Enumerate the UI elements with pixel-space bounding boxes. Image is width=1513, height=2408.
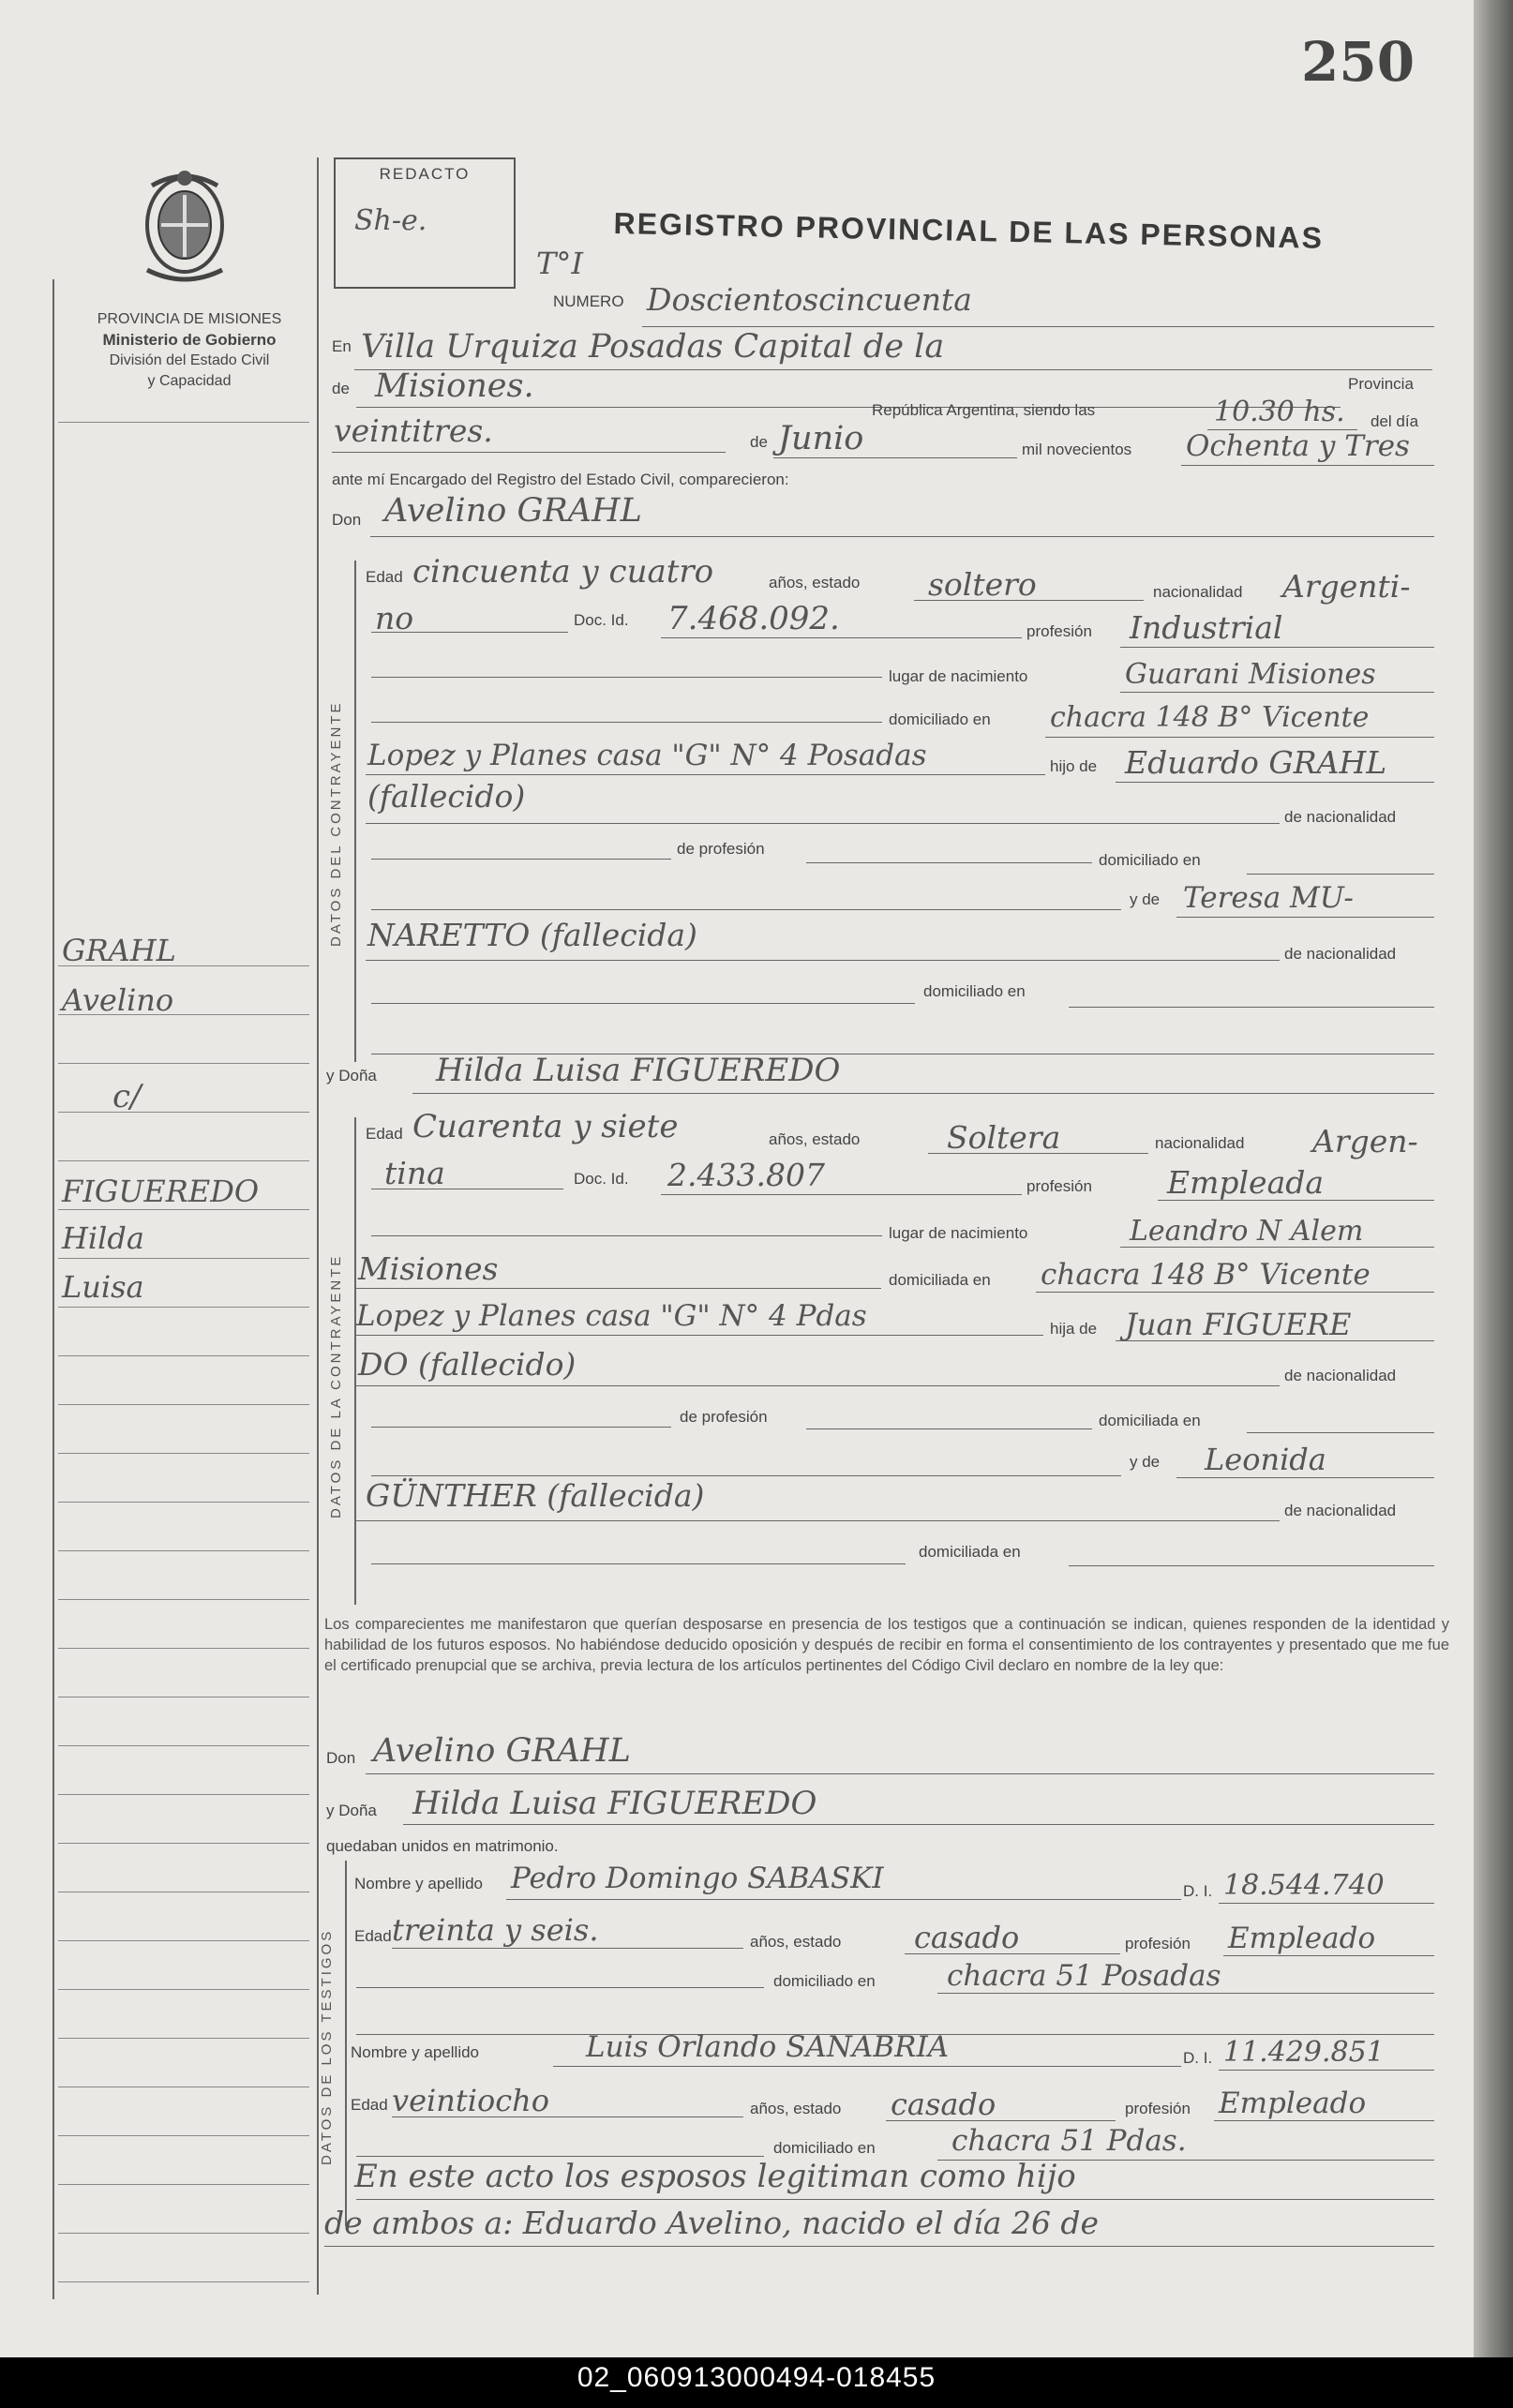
- w2-dom-value: chacra 51 Pdas.: [951, 2124, 1187, 2158]
- w1-profesion-value: Empleado: [1228, 1922, 1376, 1955]
- c-profesion-value: Industrial: [1130, 609, 1283, 646]
- margin-note-name: Avelino: [62, 982, 174, 1018]
- redacto-stamp: [334, 157, 516, 289]
- testigos-side-label: DATOS DE LOS TESTIGOS: [319, 1928, 335, 2165]
- w2-di-label: D. I.: [1183, 2049, 1213, 2067]
- f-lugar-value: Leandro N Alem: [1130, 1215, 1364, 1248]
- stamp-title: REDACTO: [379, 165, 471, 183]
- c-hijo-label: hijo de: [1050, 757, 1098, 775]
- f-nac-value: Argen-: [1312, 1123, 1418, 1159]
- contrayenta-side-label: DATOS DE LA CONTRAYENTE: [328, 1253, 344, 1518]
- margin-note-bride-middle: Luisa: [62, 1269, 144, 1305]
- f-nac-value2: tina: [384, 1155, 445, 1191]
- month-value: Junio: [778, 420, 864, 457]
- f-profesion-label: profesión: [1026, 1177, 1092, 1195]
- stamp-initials: Sh-e.: [354, 204, 427, 237]
- f-madre-nac-label: de nacionalidad: [1284, 1502, 1397, 1519]
- contrayenta-box-border: [354, 1117, 356, 1605]
- f-anos-label: años, estado: [769, 1130, 861, 1148]
- c-madre-label: y de: [1130, 890, 1161, 908]
- numero-value: Doscientoscincuenta: [647, 281, 972, 318]
- c-anos-label: años, estado: [769, 574, 861, 591]
- w2-di-value: 11.429.851: [1223, 2036, 1385, 2069]
- year-value: Ochenta y Tres: [1186, 429, 1410, 463]
- f-profesion-value: Empleada: [1167, 1164, 1325, 1201]
- w2-edad-label: Edad: [351, 2096, 388, 2114]
- f-edad-value: Cuarenta y siete: [412, 1108, 679, 1145]
- c-padre-prof-label: de profesión: [677, 840, 765, 858]
- closing-note-line2: de ambos a: Eduardo Avelino, nacido el día 26 de: [324, 2205, 1100, 2241]
- c-lugar-label: lugar de nacimiento: [889, 667, 1028, 685]
- provincia-label: Provincia: [1348, 375, 1414, 393]
- f-nac-label: nacionalidad: [1155, 1134, 1245, 1152]
- w1-estado-value: casado: [914, 1920, 1020, 1955]
- f-hija-label: hija de: [1050, 1320, 1098, 1338]
- c-doc-value: 7.468.092.: [667, 600, 840, 637]
- ministry-capacity: y Capacidad: [147, 373, 232, 389]
- w1-dom-value: chacra 51 Posadas: [947, 1959, 1221, 1993]
- year-label: mil novecientos: [1022, 441, 1132, 458]
- f-padre-prof-label: de profesión: [680, 1408, 768, 1426]
- f-estado-value: Soltera: [947, 1119, 1061, 1156]
- w2-profesion-value: Empleado: [1219, 2086, 1367, 2120]
- union-dona-label: y Doña: [326, 1802, 377, 1819]
- c-padre-dom-label: domiciliado en: [1099, 851, 1201, 869]
- ante-text: ante mí Encargado del Registro del Estado Civil, comparecieron:: [332, 471, 789, 488]
- ministry-name: Ministerio de Gobierno: [102, 331, 277, 349]
- w1-nombre-label: Nombre y apellido: [354, 1875, 484, 1892]
- testigos-box-border: [345, 1861, 347, 2226]
- c-madre-value: Teresa MU-: [1183, 881, 1354, 915]
- declaration-paragraph: Los comparecientes me manifestaron que querían desposarse en presencia de los testigos que a continuación se indican, quienes responden de la identidad y habilidad de los futuros esposos. No habiéndose deducido oposición y después de recibir en forma el consentimiento de los contrayentes y presentado que me fue el certificado prenupcial que se archiva, previa lectura de los artículos pertinentes del Código Civil declaro en nombre de la ley que:: [324, 1616, 1449, 1674]
- w1-di-label: D. I.: [1183, 1882, 1213, 1900]
- w1-nombre-value: Pedro Domingo SABASKI: [511, 1862, 884, 1895]
- c-padre-value: Eduardo GRAHL: [1125, 744, 1387, 781]
- c-nac-label: nacionalidad: [1153, 583, 1243, 601]
- w2-nombre-label: Nombre y apellido: [351, 2043, 480, 2061]
- c-domicilio-value2: Lopez y Planes casa "G" N° 4 Posadas: [367, 739, 927, 772]
- margin-note-bride-name: Hilda: [62, 1220, 144, 1256]
- union-don-label: Don: [326, 1749, 356, 1767]
- f-padre-value2: DO (fallecido): [358, 1346, 577, 1383]
- day-value: veintitres.: [334, 412, 493, 449]
- en-label: En: [332, 337, 352, 355]
- f-madre-value2: GÜNTHER (fallecida): [366, 1477, 705, 1514]
- w1-profesion-label: profesión: [1125, 1935, 1191, 1952]
- union-don-value: Avelino GRAHL: [373, 1732, 631, 1770]
- f-madre-label: y de: [1130, 1453, 1161, 1471]
- time-value: 10.30 hs.: [1214, 396, 1345, 428]
- w2-estado-value: casado: [891, 2086, 996, 2122]
- republica-label: República Argentina, siendo las: [872, 401, 1096, 419]
- w1-edad-label: Edad: [354, 1927, 392, 1945]
- f-doc-value: 2.433.807: [667, 1157, 825, 1193]
- union-dona-value: Hilda Luisa FIGUEREDO: [412, 1785, 817, 1822]
- c-lugar-value: Guarani Misiones: [1125, 658, 1376, 691]
- ministry-province: PROVINCIA DE MISIONES: [97, 311, 282, 327]
- f-lugar-label: lugar de nacimiento: [889, 1224, 1028, 1242]
- c-domicilio-label: domiciliado en: [889, 710, 991, 728]
- de-label: de: [332, 380, 350, 397]
- f-domicilio-value2: Lopez y Planes casa "G" N° 4 Pdas: [356, 1299, 867, 1333]
- c-edad-value: cincuenta y cuatro: [412, 553, 714, 591]
- c-padre-status: (fallecido): [367, 778, 526, 815]
- don-value: Avelino GRAHL: [384, 492, 642, 530]
- page-number: 250: [1301, 30, 1416, 94]
- c-madre-nac-label: de nacionalidad: [1284, 945, 1397, 963]
- margin-note-with: c/: [112, 1078, 142, 1115]
- w1-dom-label: domiciliado en: [773, 1972, 876, 1990]
- w1-edad-value: treinta y seis.: [392, 1912, 599, 1948]
- c-madre-dom-label: domiciliado en: [923, 982, 1026, 1000]
- f-domicilio-value: chacra 148 B° Vicente: [1041, 1258, 1371, 1292]
- book-binding-edge: [1474, 0, 1513, 2357]
- margin-note-surname: GRAHL: [62, 933, 176, 968]
- month-label: de: [750, 433, 768, 451]
- f-doc-label: Doc. Id.: [574, 1170, 629, 1188]
- f-edad-label: Edad: [366, 1125, 403, 1143]
- w2-edad-value: veintiocho: [392, 2083, 550, 2118]
- c-padre-nac-label: de nacionalidad: [1284, 808, 1397, 826]
- tome-mark: T°I: [536, 246, 583, 281]
- f-padre-nac-label: de nacionalidad: [1284, 1367, 1397, 1384]
- c-nac-value2: no: [375, 600, 414, 636]
- f-domicilio-label: domiciliada en: [889, 1271, 991, 1289]
- w1-anos-label: años, estado: [750, 1933, 842, 1951]
- w2-profesion-label: profesión: [1125, 2100, 1191, 2117]
- margin-note-bride-surname: FIGUEREDO: [62, 1174, 260, 1209]
- contrayente-side-label: DATOS DEL CONTRAYENTE: [328, 700, 344, 947]
- c-madre-value2: NARETTO (fallecida): [367, 917, 697, 953]
- f-madre-value: Leonida: [1205, 1442, 1326, 1477]
- de-value: Misiones.: [375, 367, 534, 405]
- w1-di-value: 18.544.740: [1223, 1869, 1385, 1902]
- don-label: Don: [332, 511, 362, 529]
- ministry-block: [58, 309, 321, 392]
- left-border: [52, 279, 54, 2299]
- c-edad-label: Edad: [366, 568, 403, 586]
- c-estado-value: soltero: [928, 566, 1037, 603]
- f-lugar-value2: Misiones: [358, 1250, 499, 1287]
- closing-note-line1: En este acto los esposos legitiman como hijo: [354, 2158, 1076, 2195]
- en-value: Villa Urquiza Posadas Capital de la: [361, 328, 945, 366]
- c-doc-label: Doc. Id.: [574, 611, 629, 629]
- dona-label: y Doña: [326, 1067, 377, 1084]
- contrayente-box-border: [354, 561, 356, 1062]
- registry-title: REGISTRO PROVINCIAL DE LAS PERSONAS: [613, 206, 1325, 255]
- c-domicilio-value: chacra 148 B° Vicente: [1050, 701, 1370, 734]
- w2-anos-label: años, estado: [750, 2100, 842, 2117]
- union-result: quedaban unidos en matrimonio.: [326, 1837, 559, 1855]
- provincial-crest-icon: [133, 167, 236, 289]
- del-dia-label: del día: [1371, 412, 1419, 430]
- f-madre-dom-label: domiciliada en: [919, 1543, 1021, 1561]
- f-padre-dom-label: domiciliada en: [1099, 1412, 1201, 1429]
- dona-value: Hilda Luisa FIGUEREDO: [436, 1052, 841, 1089]
- ministry-division: División del Estado Civil: [109, 352, 270, 368]
- numero-label: NUMERO: [553, 292, 624, 310]
- c-nac-value: Argenti-: [1282, 568, 1411, 605]
- image-identifier: 02_060913000494-018455: [577, 2362, 936, 2393]
- f-padre-value: Juan FIGUERE: [1125, 1307, 1352, 1342]
- w2-nombre-value: Luis Orlando SANABRIA: [586, 2030, 950, 2064]
- c-profesion-label: profesión: [1026, 622, 1092, 640]
- w2-dom-label: domiciliado en: [773, 2139, 876, 2157]
